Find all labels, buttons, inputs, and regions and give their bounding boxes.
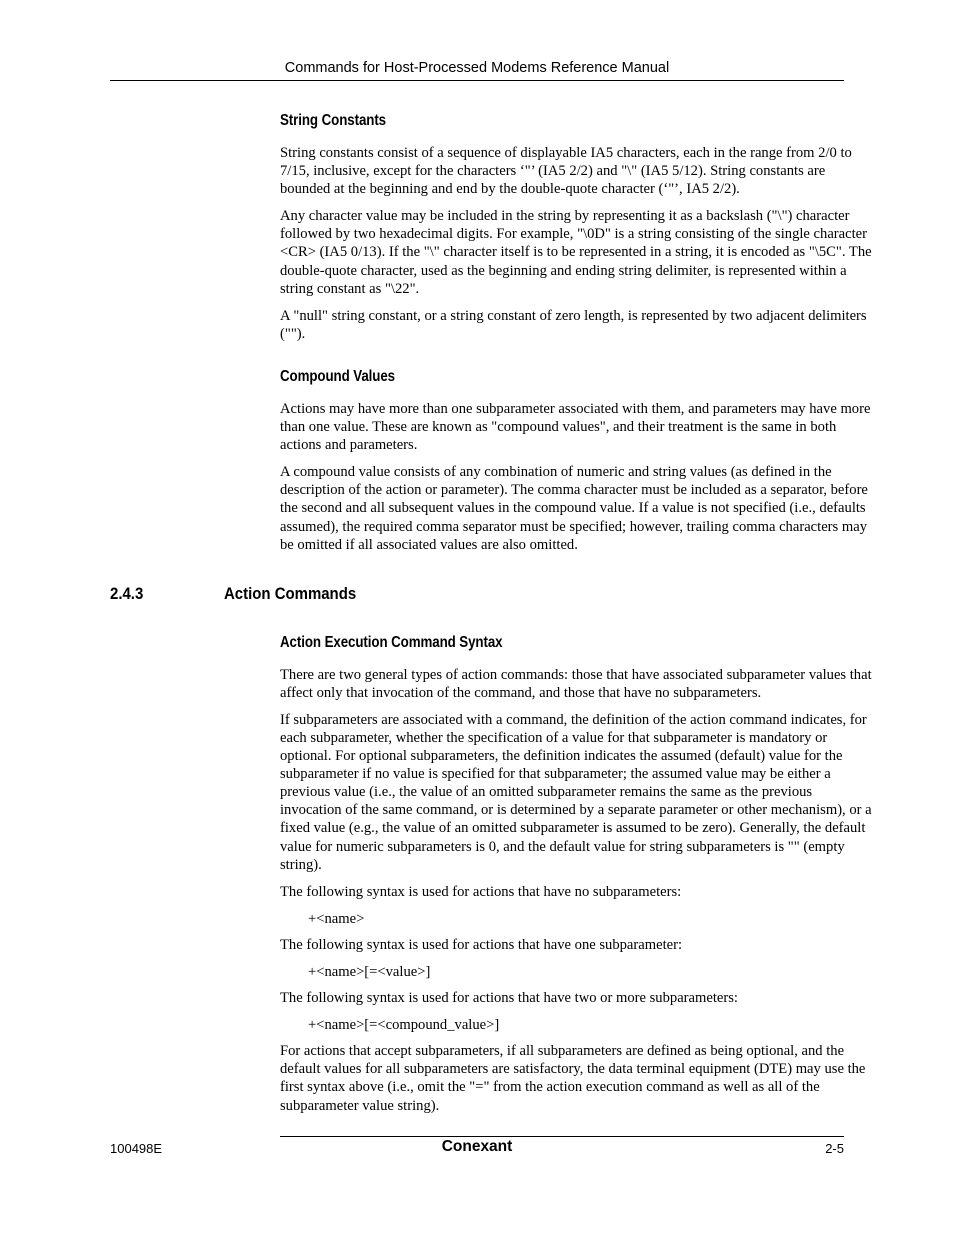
heading-action-execution-syntax: Action Execution Command Syntax: [280, 633, 503, 651]
syntax-example: +<name>[=<compound_value>]: [308, 1017, 500, 1034]
paragraph: If subparameters are associated with a command, the definition of the action command indicates, for each subparameter, whether the specification of a value for that subparameter is mandatory or optional. For optional subparameters, the definition indicates the assumed (default) value for the subparameter if no value is specified for that subparameter; the assumed value may be either a previous value (i.e., the value of an omitted subparameter remains the same as the previous invocation of the same command, or is determined by a separate parameter or other mechanism), or a fixed value (e.g., the value of an omitted subparameter is assumed to be zero). Generally, the default value for numeric subparameters is 0, and the default value for string subparameters is "" (empty string).: [280, 711, 872, 873]
paragraph: The following syntax is used for actions that have no subparameters:: [280, 883, 682, 900]
header-rule: [110, 80, 844, 81]
page-body: [110, 112, 872, 1124]
heading-string-constants: String Constants: [280, 112, 387, 129]
paragraph: The following syntax is used for actions that have two or more subparameters:: [280, 990, 738, 1007]
paragraph: A compound value consists of any combination of numeric and string values (as defined in the description of the action or parameter). The comma character must be included as a separator, before the second and all subsequent values in the compound value. If a value is not specified (i.e., defaults assumed), the required comma separator must be specified; however, trailing comma characters may be omitted if all associated values are also omitted.: [280, 464, 868, 553]
section-number: 2.4.3: [110, 583, 144, 603]
syntax-example: +<name>[=<value>]: [308, 964, 431, 980]
paragraph: A "null" string constant, or a string constant of zero length, is represented by two adjacent delimiters ("").: [280, 307, 867, 342]
paragraph: There are two general types of action commands: those that have associated subparameter values that affect only that invocation of the command, and those that have no subparameters.: [280, 666, 872, 701]
page-number: 2-5: [825, 1141, 844, 1156]
paragraph: Any character value may be included in the string by representing it as a backslash ("\") character followed by two hexadecimal digits. For example, "\0D" is a string consisting of the single character <CR> (IA5 0/13). If the "\" character itself is to be represented in a string, it is encoded as "\5C". The double-quote character, used as the beginning and ending string delimiter, is represented within a string constant as "\22".: [280, 208, 872, 297]
paragraph: String constants consist of a sequence of displayable IA5 characters, each in the range from 2/0 to 7/15, inclusive, except for the characters ‘"’ (IA5 2/2) and "\" (IA5 5/12). String constants are bounded at the beginning and end by the double-quote character (‘"’, IA5 2/2).: [280, 145, 852, 198]
document-number: 100498E: [110, 1141, 163, 1156]
company-name: Conexant: [441, 1138, 513, 1155]
paragraph: Actions may have more than one subparameter associated with them, and parameters may have more than one value. These are known as "compound values", and their treatment is the same in both actions and parameters.: [280, 400, 871, 454]
paragraph: The following syntax is used for actions that have one subparameter:: [280, 936, 683, 953]
heading-compound-values: Compound Values: [280, 367, 395, 385]
running-header: Commands for Host-Processed Modems Reference Manual: [284, 60, 670, 76]
section-heading-action-commands: [110, 584, 872, 606]
syntax-example: +<name>: [308, 910, 365, 927]
section-title: Action Commands: [224, 583, 357, 603]
paragraph: For actions that accept subparameters, if all subparameters are defined as being optional, and the default values for all subparameters are satisfactory, the data terminal equipment (DTE) may use the first syntax above (i.e., omit the "=" from the action execution command as well as all of the subparameter value string).: [280, 1043, 866, 1114]
footer-rule: [280, 1136, 844, 1137]
